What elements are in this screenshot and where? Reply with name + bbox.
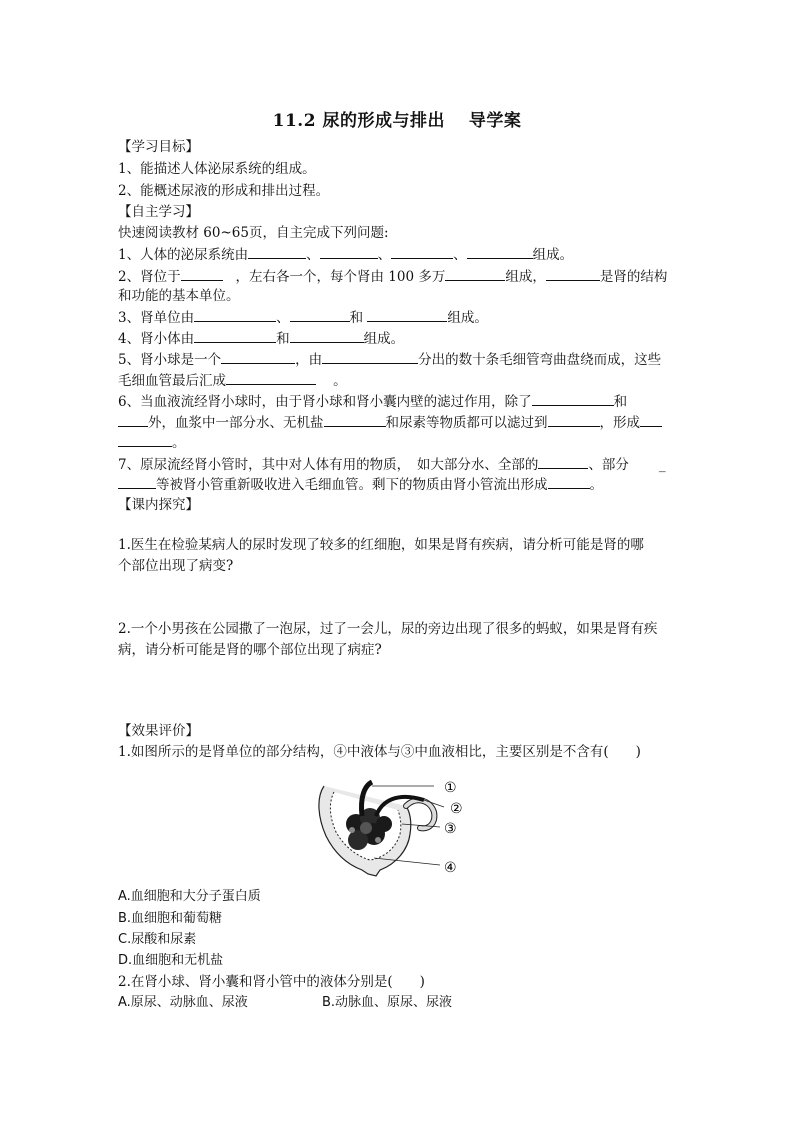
goals-heading: 【学习目标】 [118,139,199,155]
q2-option-a[interactable]: A.原尿、动脉血、尿液 [118,995,248,1010]
question-2: 2、肾位于 ，左右各一个，每个肾由 100 多万 组成， 是肾的结构 [118,266,718,287]
explore-question-2-cont: 病，请分析可能是肾的哪个部位出现了病症? [118,642,382,658]
blank[interactable] [118,474,156,489]
blank[interactable] [248,244,306,259]
q1-option-a[interactable]: A.血细胞和大分子蛋白质 [118,889,261,904]
blank[interactable] [532,391,614,406]
blank[interactable] [548,474,590,489]
nephron-diagram [312,778,482,878]
blank[interactable] [320,244,378,259]
blank[interactable] [290,328,364,343]
question-2-cont: 和功能的基本单位。 [118,288,240,304]
blank[interactable] [194,328,276,343]
blank[interactable] [181,266,223,281]
page-title: 11.2 尿的形成与排出 导学案 [272,111,522,131]
q1-option-c[interactable]: C.尿酸和尿素 [118,932,197,947]
question-3: 3、肾单位由 、 和 组成。 [118,307,718,328]
q1-option-d[interactable]: D.血细胞和无机盐 [118,953,224,968]
question-7-cont: 等被肾小管重新吸收进入毛细血管。剩下的物质由肾小管流出形成 。 [118,474,718,495]
question-5: 5、肾小球是一个 ，由 分出的数十条毛细管弯曲盘绕而成，这些 [118,349,718,370]
question-1: 1、人体的泌尿系统由 、 、 、 组成。 [118,244,718,265]
blank[interactable] [546,266,600,281]
blank[interactable] [467,244,533,259]
blank[interactable] [640,412,662,427]
explore-question-2: 2.一个小男孩在公园撒了一泡尿，过了一会儿，尿的旁边出现了很多的蚂蚁，如果是肾有疾 [118,621,658,637]
explore-question-1: 1.医生在检验某病人的尿时发现了较多的红细胞，如果是肾有疾病，请分析可能是肾的哪 [118,537,644,553]
blank[interactable] [391,244,453,259]
blank[interactable] [118,432,172,447]
evaluation-question-1: 1.如图所示的是肾单位的部分结构，④中液体与③中血液相比，主要区别是不含有( ) [118,744,641,760]
blank[interactable] [194,307,276,322]
explore-question-1-cont: 个部位出现了病变? [118,558,234,574]
blank[interactable] [324,412,386,427]
blank[interactable] [226,370,316,385]
goal-item: 1、能描述人体泌尿系统的组成。 [118,161,316,177]
blank[interactable] [445,266,505,281]
question-6-end: 。 [118,432,718,453]
svg-text:④: ④ [444,860,457,876]
svg-text:①: ① [444,780,457,796]
blank[interactable] [538,454,588,469]
question-7: 7、原尿流经肾小管时，其中对人体有用的物质， 如大部分水、全部的 、部分 _ [118,454,718,475]
q1-option-b[interactable]: B.血细胞和葡萄糖 [118,911,223,926]
question-5-cont: 毛细血管最后汇成 。 [118,370,718,391]
svg-text:③: ③ [444,821,457,837]
explore-heading: 【课内探究】 [118,497,199,513]
evaluation-question-2: 2.在肾小球、肾小囊和肾小管中的液体分别是( ) [118,974,425,990]
blank[interactable] [118,412,148,427]
question-6: 6、当血液流经肾小球时，由于肾小球和肾小囊内壁的滤过作用，除了 和 [118,391,718,412]
label-2 [450,801,463,817]
label-3 [444,821,457,837]
blank[interactable] [367,307,447,322]
blank[interactable] [290,307,350,322]
self-study-heading: 【自主学习】 [118,204,199,220]
goal-item: 2、能概述尿液的形成和排出过程。 [118,183,330,199]
question-4: 4、肾小体由 和 组成。 [118,328,718,349]
blank[interactable] [221,349,295,364]
blank[interactable] [548,412,600,427]
label-4 [444,860,457,876]
q2-option-b[interactable]: B.动脉血、原尿、尿液 [322,995,453,1010]
self-study-intro: 快速阅读教材 60~65页，自主完成下列问题: [118,225,389,241]
label-1 [444,780,457,796]
blank[interactable] [322,349,418,364]
svg-text:②: ② [450,801,463,817]
evaluation-heading: 【效果评价】 [118,723,199,739]
question-6-cont: 外，血浆中一部分水、无机盐 和尿素等物质都可以滤过到 ，形成 [118,412,718,433]
